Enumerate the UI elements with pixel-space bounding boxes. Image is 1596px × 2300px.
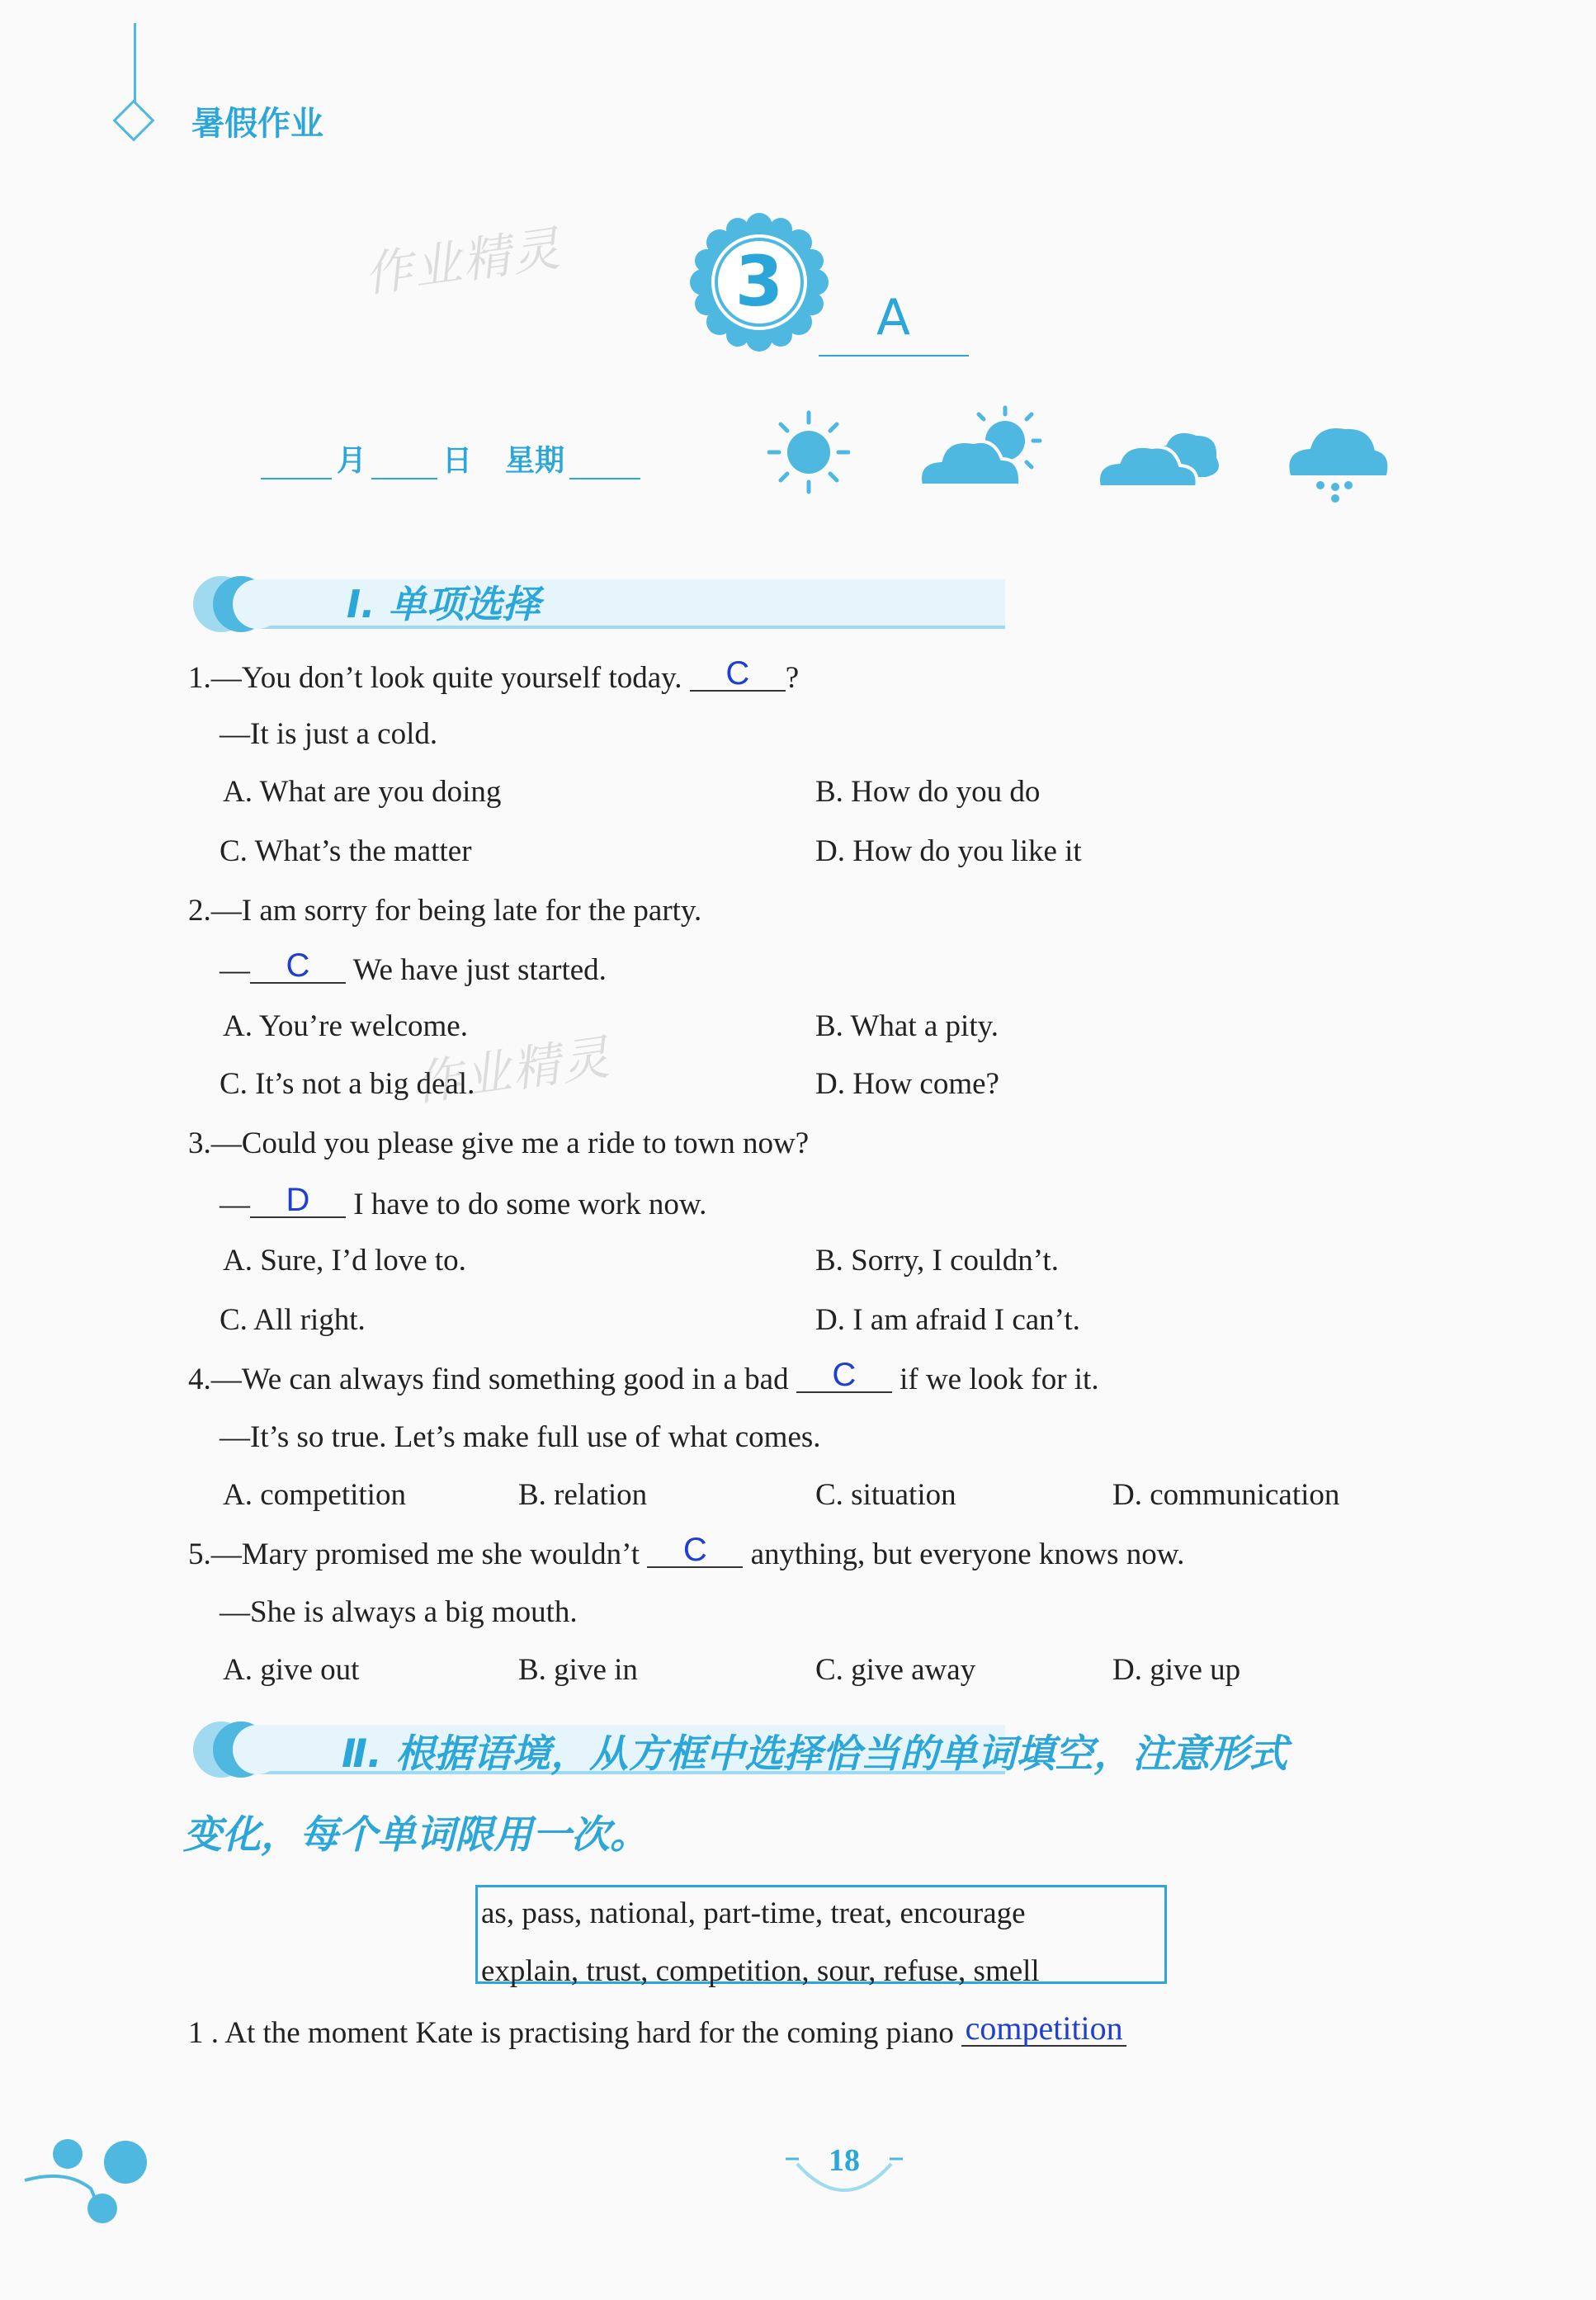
word-box-line: as, pass, national, part-time, treat, encourage [481, 1896, 1026, 1930]
unit-number: 3 [734, 241, 784, 322]
month-label: 月 [337, 444, 367, 478]
fill-question-1: 1 . At the moment Kate is practising hard for the coming piano competition [188, 2015, 1126, 2050]
question-3-line2: — D I have to do some work now. [220, 1182, 707, 1221]
question-5-line2: —She is always a big mouth. [220, 1595, 578, 1629]
option: A. What are you doing [223, 775, 502, 809]
header-diamond-icon [113, 100, 155, 142]
rain-icon [1284, 404, 1391, 503]
word-box [475, 1885, 1167, 1988]
answer-blank[interactable]: competition [961, 2012, 1126, 2047]
day-blank [371, 445, 437, 479]
option: C. All right. [220, 1303, 366, 1337]
option: A. Sure, I’d love to. [223, 1244, 466, 1278]
option: B. relation [518, 1478, 648, 1512]
question-3-line1: 3.—Could you please give me a ride to town now? [188, 1126, 810, 1160]
option: D. give up [1112, 1653, 1241, 1687]
answer-blank[interactable]: C [690, 657, 786, 692]
corner-decoration-icon [17, 2123, 157, 2230]
unit-underline [819, 355, 969, 357]
section2-title-line1: Ⅱ. 根据语境，从方框中选择恰当的单词填空，注意形式 [342, 1731, 1288, 1777]
option: C. What’s the matter [220, 834, 472, 868]
question-4-line1: 4.—We can always find something good in a bad C if we look for it. [188, 1357, 1099, 1396]
option: D. How come? [815, 1067, 999, 1101]
option: B. What a pity. [815, 1009, 999, 1043]
date-row [261, 437, 640, 479]
question-4-line2: —It’s so true. Let’s make full use of what comes. [220, 1420, 821, 1454]
cloudy-icon [1094, 404, 1226, 503]
section2-title-line2: 变化，每个单词限用一次。 [183, 1812, 649, 1858]
option: C. give away [815, 1653, 976, 1687]
option: B. How do you do [815, 775, 1041, 809]
option: D. communication [1112, 1478, 1340, 1512]
word-box-line: explain, trust, competition, sour, refuse, smell [481, 1954, 1040, 1988]
option: B. give in [518, 1653, 638, 1687]
option: B. Sorry, I couldn’t. [815, 1244, 1059, 1278]
watermark: 作业精灵 [361, 220, 565, 304]
answer-blank[interactable]: C [250, 949, 346, 984]
month-blank [261, 445, 332, 479]
header-title: 暑假作业 [191, 105, 323, 143]
sunny-icon [767, 404, 850, 503]
section1-title: Ⅰ. 单项选择 [347, 582, 541, 626]
answer-blank[interactable]: C [796, 1358, 892, 1393]
question-2-line1: 2.—I am sorry for being late for the party. [188, 894, 702, 928]
watermark: 作业精灵 [410, 1028, 615, 1112]
question-1-line1: 1.—You don’t look quite yourself today. C ? [188, 655, 800, 695]
question-5-line1: 5.—Mary promised me she wouldn’t C anything, but everyone knows now. [188, 1532, 1185, 1571]
answer-blank[interactable]: C [647, 1533, 743, 1568]
option: A. give out [223, 1653, 360, 1687]
option: C. It’s not a big deal. [220, 1067, 475, 1101]
option: A. You’re welcome. [223, 1009, 468, 1043]
partly-cloudy-icon [913, 404, 1045, 503]
question-2-line2: — C We have just started. [220, 947, 607, 987]
option: D. I am afraid I can’t. [815, 1303, 1080, 1337]
day-label: 日 [442, 444, 473, 478]
unit-badge-icon [690, 213, 829, 352]
option: D. How do you like it [815, 834, 1082, 868]
weekday-label: 星期 [505, 444, 565, 478]
unit-letter: A [876, 289, 911, 347]
page-number: 18 [829, 2143, 860, 2178]
option: A. competition [223, 1478, 406, 1512]
section-bar-icon [188, 573, 1005, 635]
option: C. situation [815, 1478, 956, 1512]
answer-blank[interactable]: D [250, 1183, 346, 1218]
question-1-line2: —It is just a cold. [220, 717, 438, 751]
weekday-blank [569, 445, 640, 479]
